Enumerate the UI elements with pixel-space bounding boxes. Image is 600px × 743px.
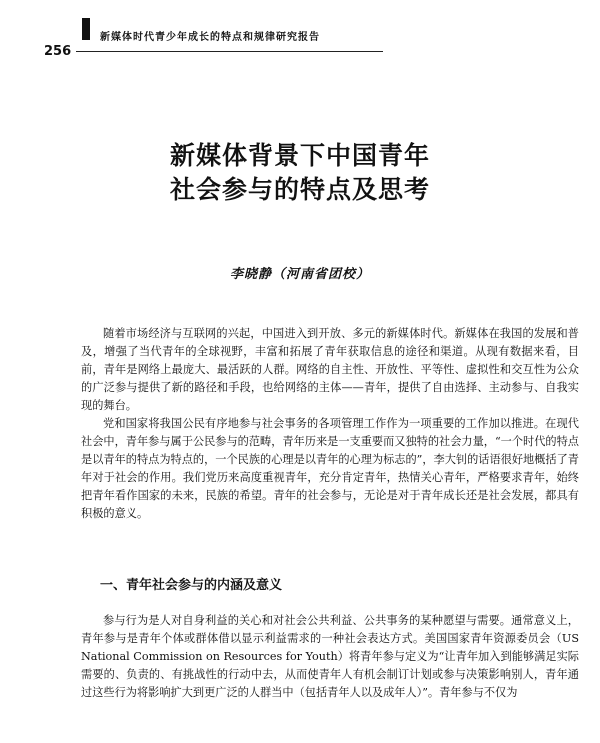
running-head: 新媒体时代青少年成长的特点和规律研究报告 (100, 32, 320, 43)
header-rule (76, 51, 383, 52)
paragraph-3 (81, 612, 579, 702)
paragraph-1-text: 随着市场经济与互联网的兴起，中国进入到开放、多元的新媒体时代。新媒体在我国的发展和普及，增强了当代青年的全球视野，丰富和拓展了青年获取信息的途径和渠道。从现有数据来看，目前，青年是网络上最庞大、最活跃的人群。网络的自主性、开放性、平等性、虚拟性和交互性为公众的广泛参与提供了新的路径和手段，也给网络的主体——青年，提供了自由选择、主动参与、自我实现的舞台。 (81, 327, 579, 412)
section-heading: 一、青年社会参与的内涵及意义 (100, 578, 283, 593)
page-number: 256 (44, 44, 72, 59)
paragraph-2 (81, 415, 579, 523)
article-title-line-1: 新媒体背景下中国青年 (169, 141, 430, 170)
paragraph-2-text: 党和国家将我国公民有序地参与社会事务的各项管理工作作为一项重要的工作加以推进。在现代社会中，青年参与属于公民参与的范畴，青年历来是一支重要而又独特的社会力量，“一个时代的特点是以青年的特点为特点的，一个民族的心理是以青年的心理为标志的”，李大钊的话语很好地概括了青年对于社会的作用。我们党历来高度重视青年，充分肯定青年，热情关心青年，严格要求青年，始终把青年看作国家的未来，民族的希望。青年的社会参与，无论是对于青年成长还是社会发展，都具有积极的意义。 (81, 417, 579, 520)
paragraph-1 (81, 325, 579, 415)
article-title-line-2: 社会参与的特点及思考 (169, 175, 430, 204)
author-byline: 李晓静（河南省团校） (229, 267, 370, 282)
paragraph-3-text: 参与行为是人对自身利益的关心和对社会公共利益、公共事务的某种愿望与需要。通常意义上，青年参与是青年个体或群体借以显示利益需求的一种社会表达方式。美国国家青年资源委员会（US National Commission on Resources for Youth）将青年参与定义为“让青年加入到能够满足实际需要的、负责的、有挑战性的行动中去，从而使青年人有机会制订计划或参与决策影响别人，青年通过这些行为将影响扩大到更广泛的人群当中（包括青年人以及成年人）”。青年参与不仅为 (81, 614, 579, 699)
header-bar (82, 18, 90, 40)
